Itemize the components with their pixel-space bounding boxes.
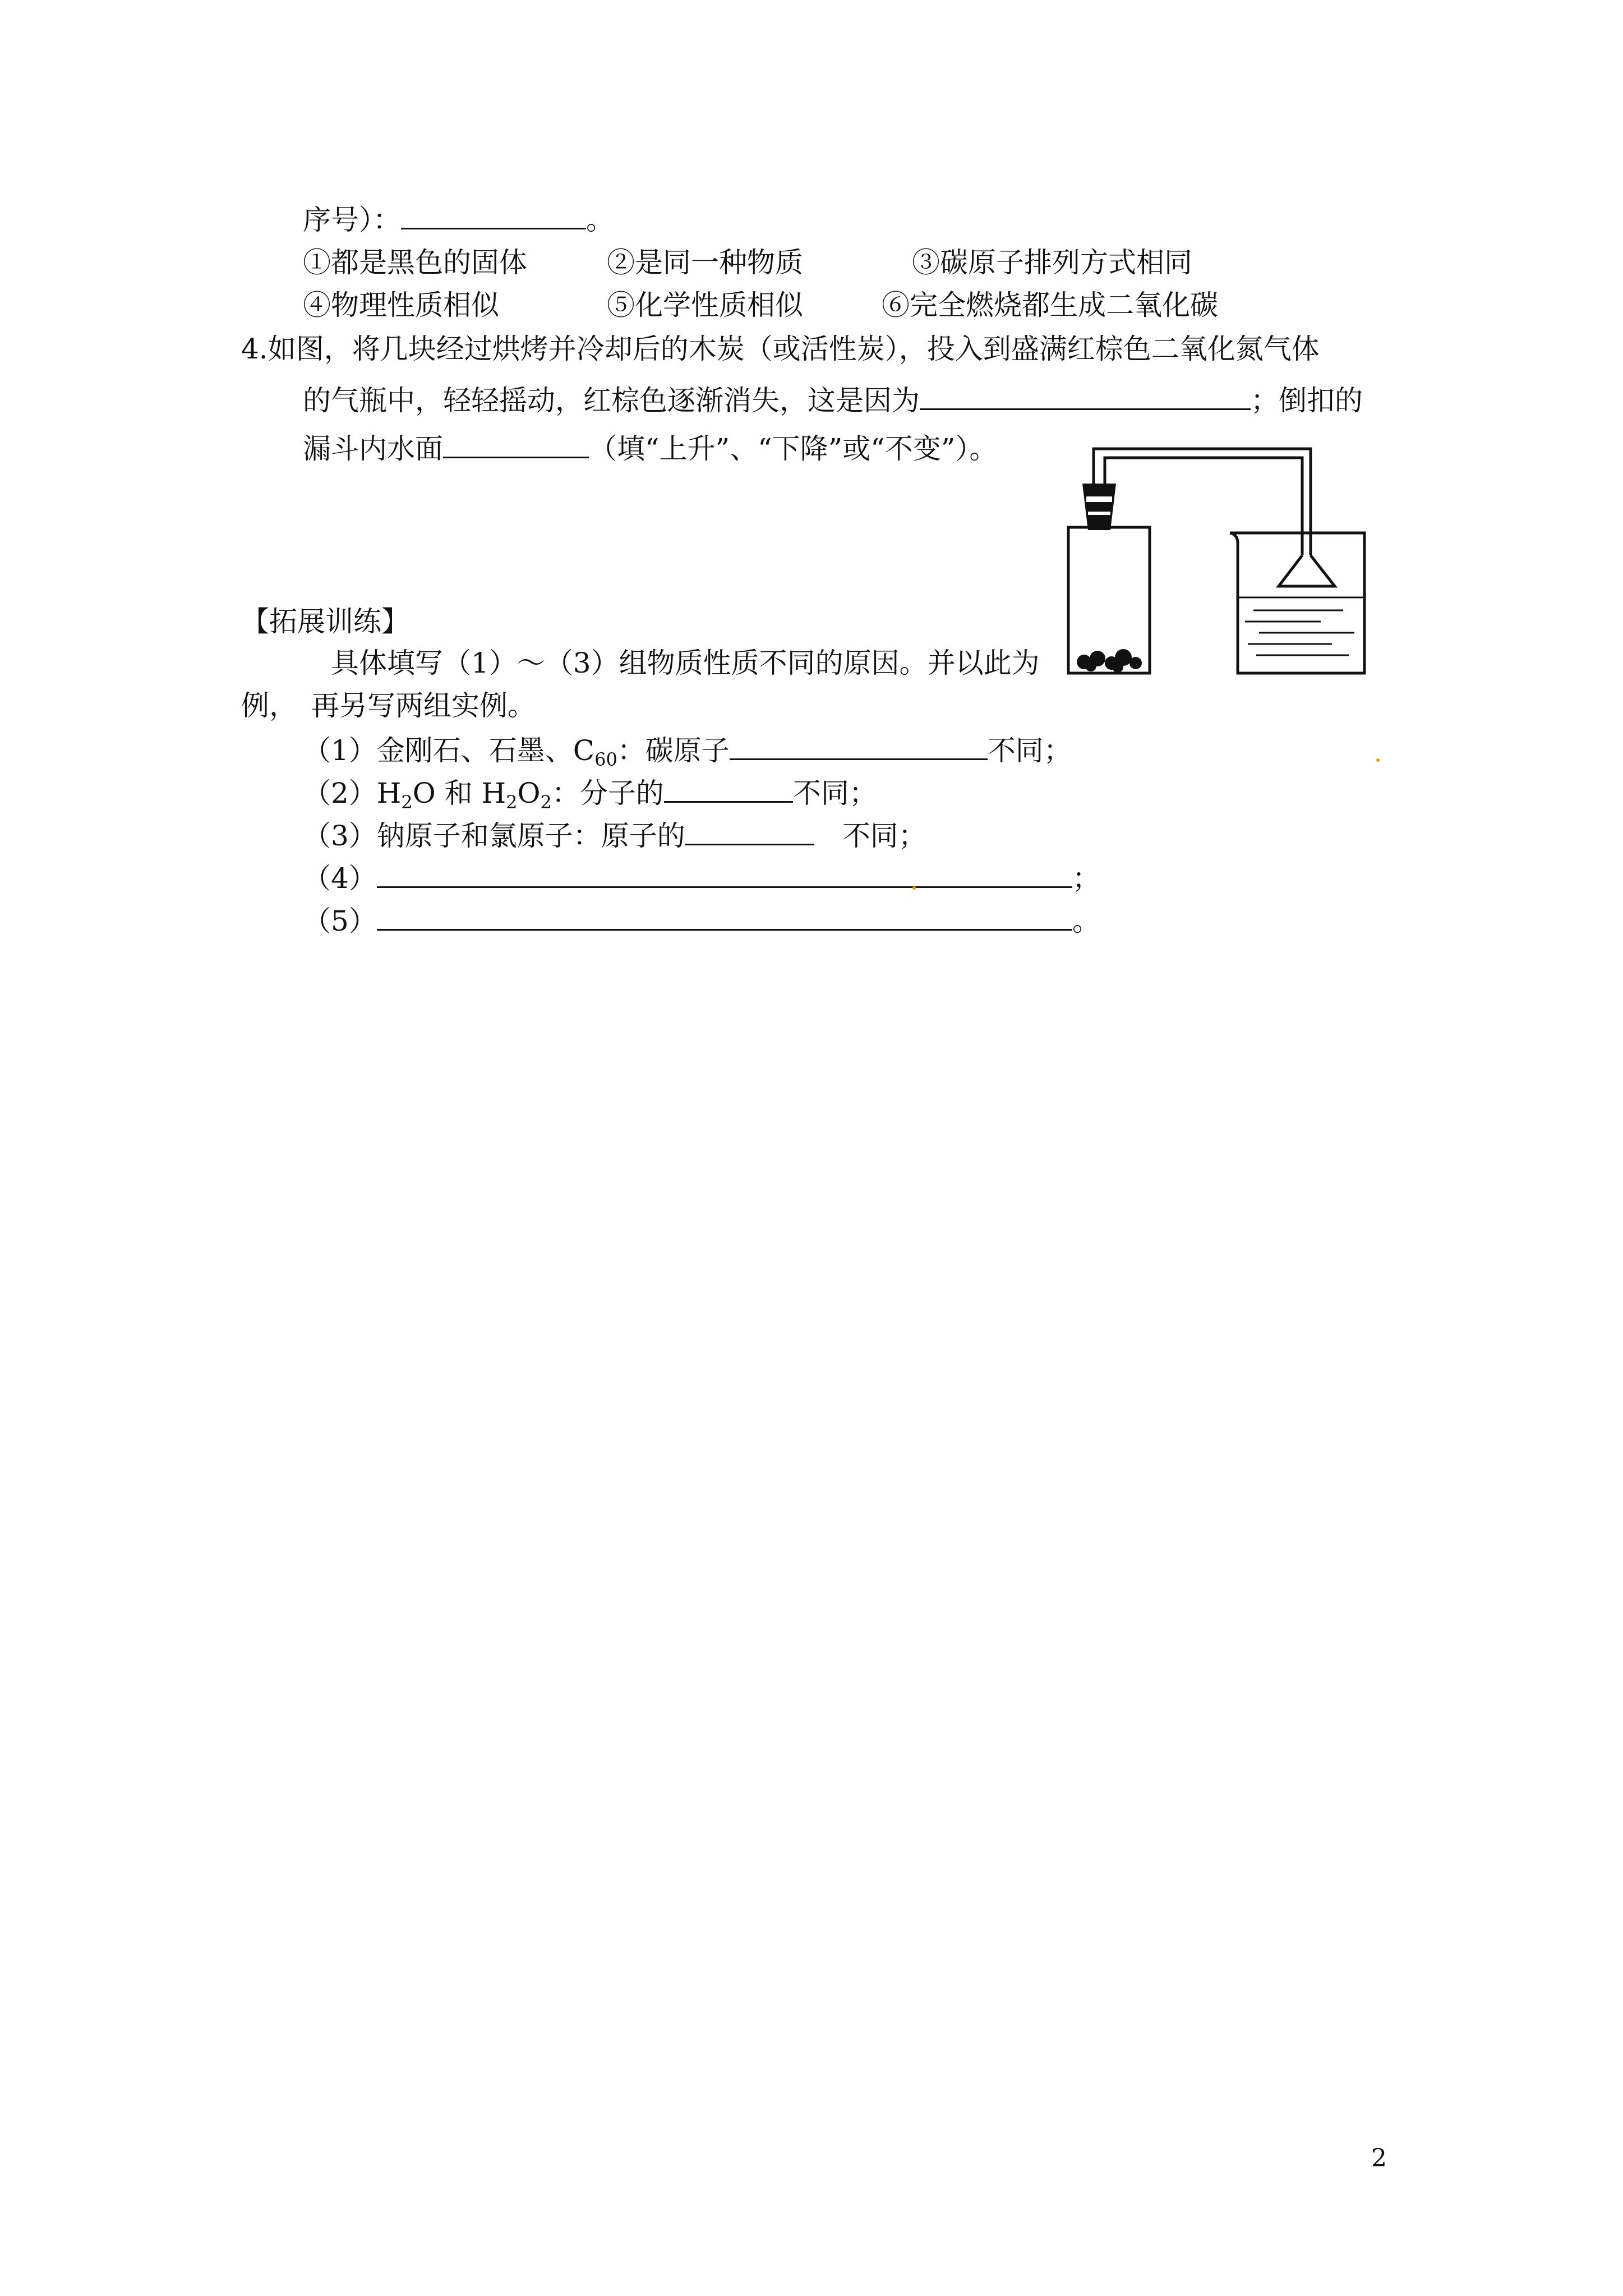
q4-line-1: 4.如图，将几块经过烘烤并冷却后的木炭（或活性炭），投入到盛满红棕色二氧化氮气体 [241, 333, 1320, 365]
item-4-prefix: （4） [303, 862, 377, 895]
charcoal-pieces [1077, 649, 1142, 673]
extension-item-5 [303, 901, 1100, 939]
q3-option-6: ⑥完全燃烧都生成二氧化碳 [882, 289, 1218, 321]
item-4-suffix: ； [1072, 862, 1100, 895]
item-4-blank[interactable] [377, 858, 1072, 888]
q3-option-2: ②是同一种物质 [607, 246, 803, 279]
q4-line-3 [303, 429, 997, 467]
stopper [1082, 484, 1116, 530]
q4-reason-blank[interactable] [920, 380, 1251, 410]
item-5-blank[interactable] [377, 901, 1072, 931]
q3-prefix: 序号）： [303, 204, 401, 236]
item-1-blank[interactable] [730, 730, 988, 760]
stray-dot [1376, 758, 1380, 762]
item-2-part-a: （2）H [303, 777, 402, 809]
q3-option-5: ⑤化学性质相似 [607, 289, 803, 321]
extension-intro-line-1: 具体填写（1）～（3）组物质性质不同的原因。并以此为 [331, 647, 1040, 679]
page-number: 2 [1371, 2144, 1387, 2173]
item-2-part-d: ：分子的 [551, 777, 664, 809]
q3-option-1: ①都是黑色的固体 [303, 246, 527, 279]
item-2-sub-2: 2 [506, 792, 518, 813]
q4-line-2-prefix: 的气瓶中，轻轻摇动，红棕色逐渐消失，这是因为 [303, 384, 920, 417]
extension-heading: 【拓展训练】 [241, 605, 409, 638]
item-3-prefix: （3）钠原子和氯原子：原子的 [303, 820, 685, 852]
item-2-blank[interactable] [664, 773, 793, 803]
stray-dot-2 [912, 886, 916, 890]
item-5-prefix: （5） [303, 905, 377, 937]
item-2-part-b: O 和 H [412, 777, 506, 809]
stopper-band-2 [1088, 512, 1110, 515]
q4-water-level-blank[interactable] [443, 429, 589, 458]
q4-line-2-suffix: ；倒扣的 [1251, 384, 1363, 417]
q3-answer-line [303, 200, 614, 238]
item-2-part-c: O [517, 777, 541, 809]
q3-option-4: ④物理性质相似 [303, 289, 499, 321]
item-3-suffix: 不同； [842, 820, 926, 852]
inverted-funnel [1279, 555, 1335, 586]
item-2-suffix: 不同； [792, 777, 877, 809]
q3-option-3: ③碳原子排列方式相同 [912, 246, 1192, 279]
item-5-suffix: 。 [1072, 905, 1100, 937]
q3-suffix: 。 [586, 204, 614, 236]
gas-bottle [1068, 527, 1150, 673]
item-1-subscript: 60 [594, 749, 617, 770]
beaker [1230, 533, 1364, 673]
extension-item-4 [303, 858, 1100, 896]
q4-line-2 [303, 380, 1363, 418]
q4-line-3-suffix: （填“上升”、“下降”或“不变”）。 [589, 432, 998, 465]
apparatus-figure [1057, 443, 1371, 679]
extension-item-2 [303, 773, 877, 820]
item-2-sub-3: 2 [540, 792, 552, 813]
item-2-sub-1: 2 [401, 792, 413, 813]
water-lines [1238, 597, 1364, 655]
q4-line-3-prefix: 漏斗内水面 [303, 432, 443, 465]
q3-answer-blank[interactable] [401, 200, 586, 229]
item-1-suffix: 不同； [987, 734, 1072, 767]
extension-item-1 [303, 730, 1072, 777]
extension-intro-line-2: 例， 再另写两组实例。 [241, 689, 536, 722]
stopper-band [1086, 496, 1112, 502]
extension-item-3 [303, 816, 926, 854]
item-3-blank[interactable] [685, 816, 814, 845]
item-1-middle: ：碳原子 [617, 734, 730, 767]
delivery-tube [1094, 449, 1311, 555]
item-1-prefix: （1）金刚石、石墨、C [303, 734, 595, 767]
